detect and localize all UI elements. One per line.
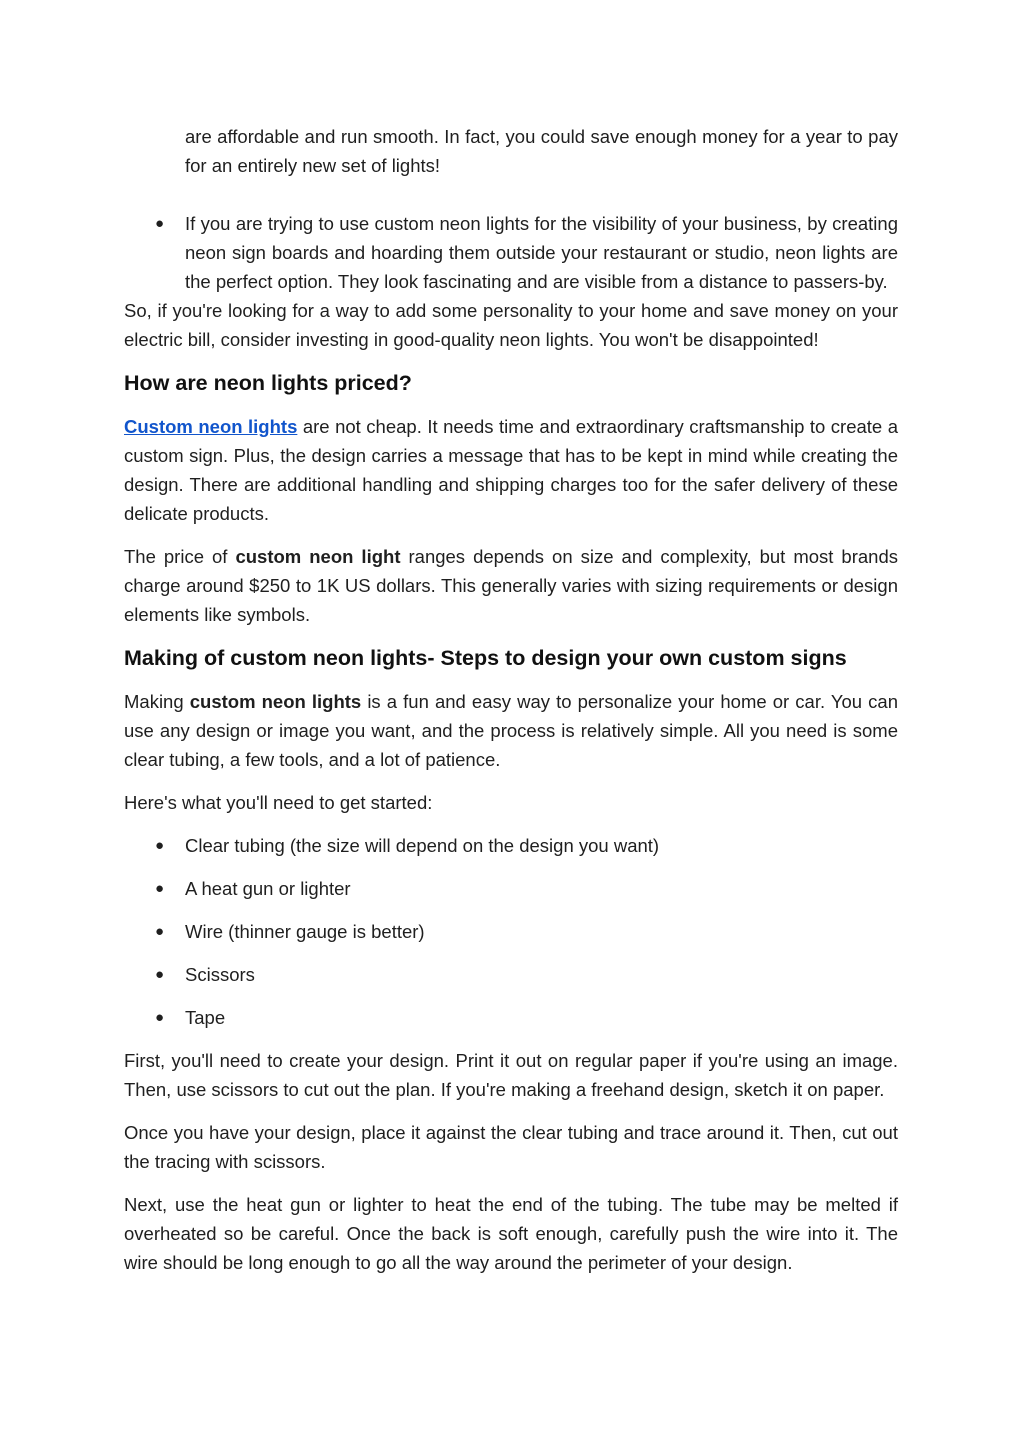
list-item bbox=[124, 1003, 898, 1032]
bullet-icon: ● bbox=[155, 215, 165, 232]
intro-bullet-list bbox=[124, 209, 898, 296]
paragraph-text: ranges depends on size and complexity, but most brands charge around $250 to 1K US dollars. This generally varies with sizing requirements or design elements like symbols. bbox=[124, 546, 898, 625]
paragraph-text: The price of bbox=[124, 546, 236, 567]
list-item-text: If you are trying to use custom neon lights for the visibility of your business, by creating neon sign boards and hoarding them outside your restaurant or studio, neon lights are the perfect option. They look fascinating and are visible from a distance to passers-by. bbox=[185, 213, 898, 292]
list-item bbox=[124, 209, 898, 296]
paragraph-text: is a fun and easy way to personalize your home or car. You can use any design or image you want, and the process is relatively simple. All you need is some clear tubing, a few tools, and a lot of patience. bbox=[124, 691, 898, 770]
bullet-icon: ● bbox=[155, 966, 165, 983]
bullet-continuation-text: are affordable and run smooth. In fact, you could save enough money for a year to pay for an entirely new set of lights! bbox=[185, 126, 898, 176]
list-item-text: Wire (thinner gauge is better) bbox=[185, 921, 425, 942]
list-item-text: Clear tubing (the size will depend on the design you want) bbox=[185, 835, 660, 856]
pricing-paragraph-2 bbox=[124, 542, 898, 629]
section-heading-making: Making of custom neon lights- Steps to design your own custom signs bbox=[124, 646, 847, 670]
list-item bbox=[124, 874, 898, 903]
making-paragraph-1 bbox=[124, 687, 898, 774]
document-page bbox=[124, 122, 898, 1291]
paragraph-text: are not cheap. It needs time and extraordinary craftsmanship to create a custom sign. Plus, the design carries a message that has to be kept in mind while creating the design. There are additional handling and shipping charges too for the safer delivery of these delicate products. bbox=[124, 416, 898, 524]
making-paragraph-2: Here's what you'll need to get started: bbox=[124, 792, 433, 813]
making-paragraph-4: Once you have your design, place it against the clear tubing and trace around it. Then, cut out the tracing with scissors. bbox=[124, 1122, 898, 1172]
list-item bbox=[124, 917, 898, 946]
custom-neon-lights-link[interactable]: Custom neon lights bbox=[124, 416, 298, 437]
section-heading-pricing: How are neon lights priced? bbox=[124, 371, 412, 395]
list-item-text: Tape bbox=[185, 1007, 226, 1028]
bullet-icon: ● bbox=[155, 1009, 165, 1026]
paragraph-text: Making bbox=[124, 691, 190, 712]
bullet-icon: ● bbox=[155, 880, 165, 897]
supplies-bullet-list bbox=[124, 831, 898, 1032]
summary-paragraph: So, if you're looking for a way to add some personality to your home and save money on your electric bill, consider investing in good-quality neon lights. You won't be disappointed! bbox=[124, 300, 898, 350]
bullet-icon: ● bbox=[155, 837, 165, 854]
list-item bbox=[124, 831, 898, 860]
making-paragraph-5: Next, use the heat gun or lighter to heat the end of the tubing. The tube may be melted if overheated so be careful. Once the back is soft enough, carefully push the wire into it. The wire should be long enough to go all the way around the perimeter of your design. bbox=[124, 1194, 898, 1273]
pricing-paragraph-1 bbox=[124, 412, 898, 528]
making-paragraph-3: First, you'll need to create your design. Print it out on regular paper if you're using an image. Then, use scissors to cut out the plan. If you're making a freehand design, sketch it on paper. bbox=[124, 1050, 898, 1100]
bold-term: custom neon light bbox=[235, 546, 401, 567]
bullet-icon: ● bbox=[155, 923, 165, 940]
list-item bbox=[124, 960, 898, 989]
bold-term: custom neon lights bbox=[189, 691, 362, 712]
list-item-text: A heat gun or lighter bbox=[185, 878, 351, 899]
list-item-text: Scissors bbox=[185, 964, 255, 985]
